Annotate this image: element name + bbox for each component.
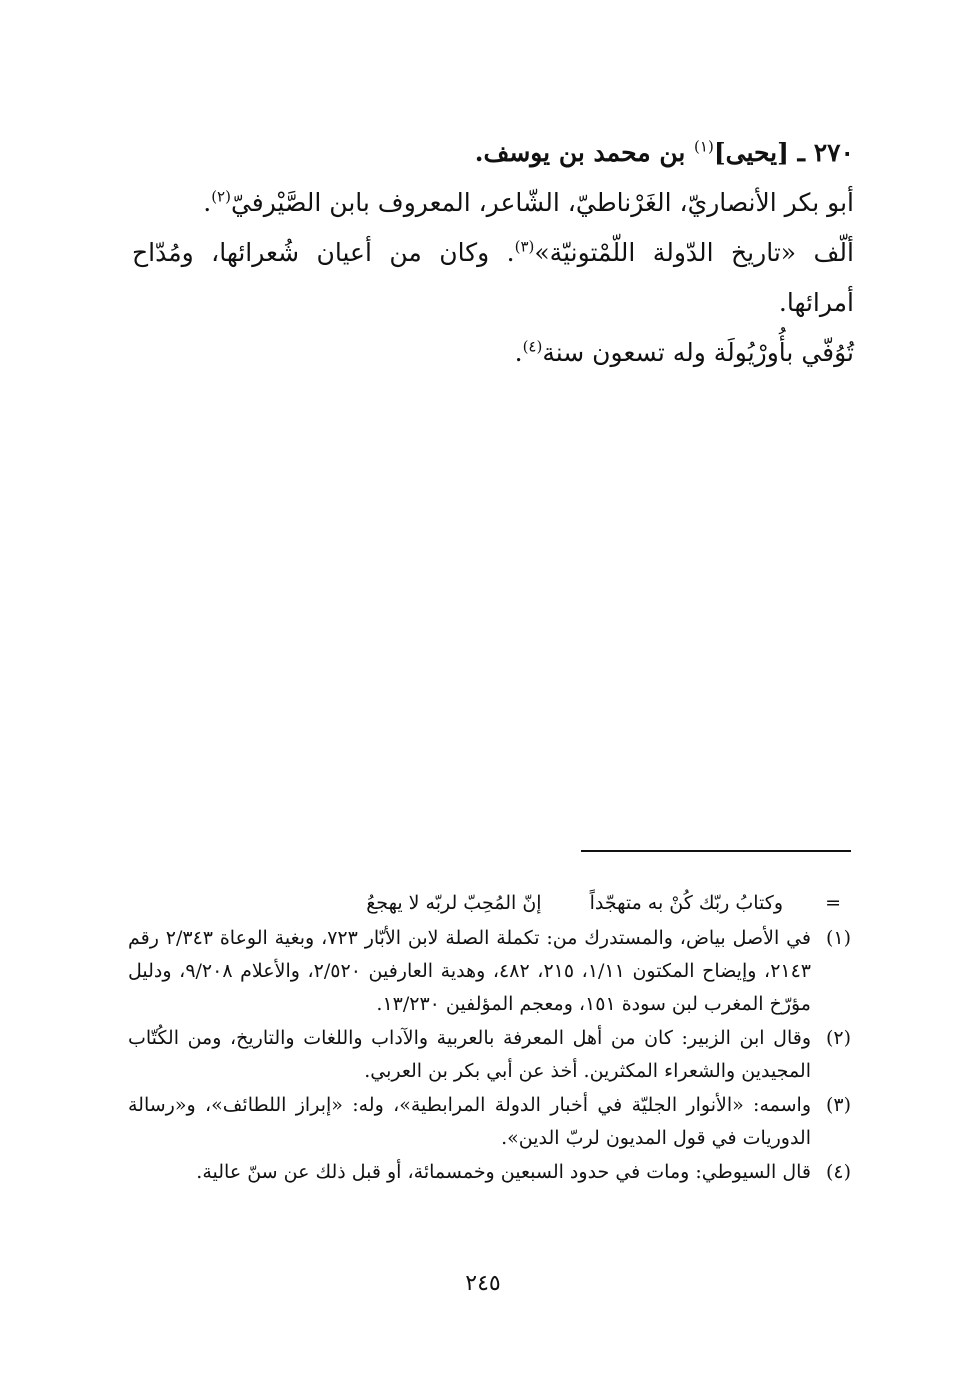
page-number: ٢٤٥ — [465, 1271, 501, 1296]
entry-heading-rest: بن محمد بن يوسف. — [474, 138, 695, 167]
continuation-mark: = — [825, 892, 841, 914]
entry-line-death-end: . — [514, 338, 523, 367]
footnote-item — [128, 1156, 851, 1189]
footnote-number: (٣) — [825, 1094, 851, 1116]
footnote-text: واسمه: «الأنوار الجليّة في أخبار الدولة المرابطية»، وله: «إبراز اللطائف»، و«رسالة الدوريات في قول المديون لربّ الدين». — [128, 1094, 811, 1149]
main-text — [132, 128, 854, 378]
footnote-number: (٢) — [825, 1027, 851, 1049]
entry-line-death-text: تُوُفّي بأُورْيُولَة وله تسعون سنة — [542, 338, 854, 367]
entry-line-works — [132, 228, 854, 328]
entry-line-works-rest: . وكان من أعيان شُعرائها، ومُدّاح أمرائها. — [132, 238, 854, 317]
verse-second-hemistich: إنّ المُحِبّ لربّه لا يهجعُ — [366, 892, 542, 914]
footnote-number: (٤) — [825, 1161, 851, 1183]
entry-line-death — [132, 328, 854, 378]
footnote-divider — [581, 850, 851, 852]
entry-heading — [132, 128, 854, 178]
entry-line-kunya-text: أبو بكر الأنصاريّ، الغَرْناطيّ، الشّاعر، المعروف بابن الصَّيْرفيّ — [230, 188, 854, 217]
verse-first-hemistich: وكتابُ ربّك كُنْ به متهجّداً — [589, 892, 783, 914]
footnote-marker: (٢) — [211, 187, 231, 206]
footnote-marker: (١) — [694, 137, 714, 156]
footnote-text: وقال ابن الزبير: كان من أهل المعرفة بالعربية والآداب واللغات والتاريخ، ومن الكُتّاب المجيدين والشعراء المكثرين. أخذ عن أبي بكر بن العربي. — [128, 1027, 811, 1082]
footnote-verse — [128, 887, 851, 920]
footnote-item — [128, 922, 851, 1021]
footnote-text: في الأصل بياض، والمستدرك من: تكملة الصلة لابن الأبّار ٧٢٣، وبغية الوعاة ٢/٣٤٣ رقم ٢١٤٣، وإيضاح المكتون ١/١١، ٢١٥، ٤٨٢، وهدية العارفين ٢/٥٢٠، والأعلام ٩/٢٠٨، ودليل مؤرّخ المغرب لبن سودة ١٥١، ومعجم المؤلفين ١٣/٢٣٠. — [128, 927, 812, 1015]
footnote-item — [128, 1089, 851, 1155]
footnote-item — [128, 1022, 851, 1088]
entry-line-works-text: ألّف «تاريخ الدّولة اللّمْتونيّة» — [534, 238, 854, 267]
entry-number-name: ٢٧٠ ـ [يحيى] — [713, 138, 854, 167]
footnote-marker: (٣) — [514, 237, 535, 256]
footnote-text: قال السيوطي: ومات في حدود السبعين وخمسمائة، أو قبل ذلك عن سنّ عالية. — [196, 1161, 811, 1183]
entry-line-kunya-end: . — [203, 188, 212, 217]
footnotes — [128, 887, 851, 1190]
footnote-marker: (٤) — [522, 337, 543, 356]
entry-line-kunya — [132, 178, 854, 228]
footnote-number: (١) — [825, 927, 851, 949]
